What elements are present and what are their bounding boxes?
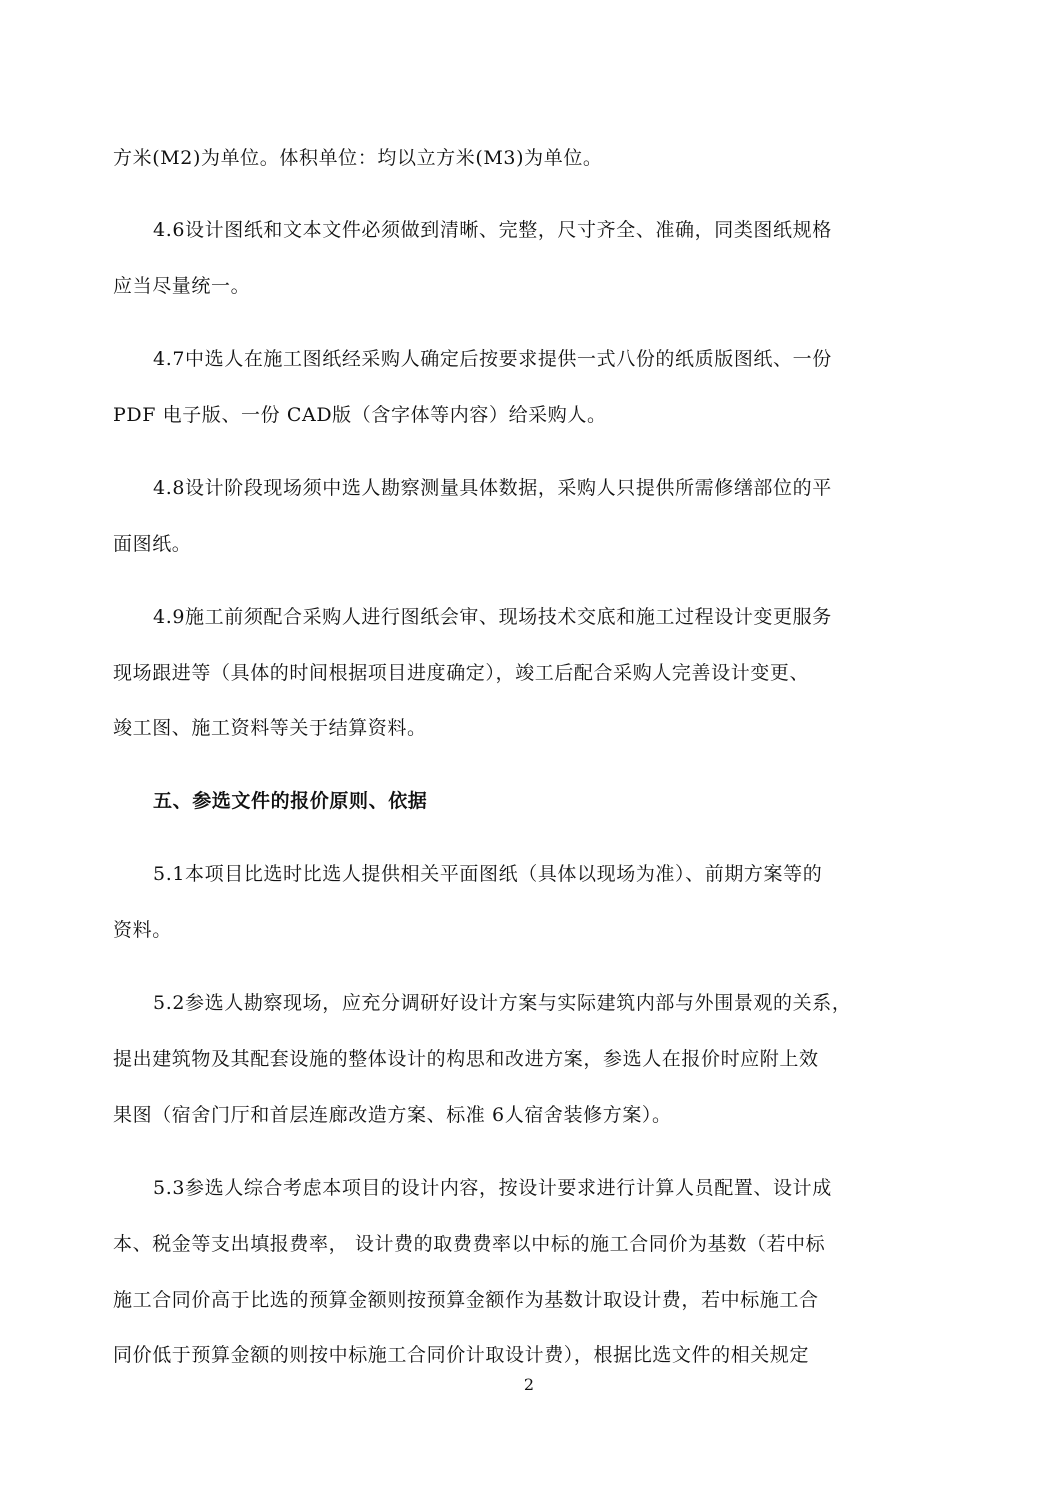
clause-4-7-line-2: PDF 电子版、一份 CAD版（含字体等内容）给采购人。 — [113, 404, 607, 426]
clause-4-9-line-1: 4.9施工前须配合采购人进行图纸会审、现场技术交底和施工过程设计变更服务 — [153, 606, 832, 628]
clause-4-6-line-1: 4.6设计图纸和文本文件必须做到清晰、完整，尺寸齐全、准确，同类图纸规格 — [153, 219, 832, 241]
text-line-units: 方米(M2)为单位。体积单位：均以立方米(M3)为单位。 — [113, 147, 603, 169]
clause-5-1-line-1: 5.1本项目比选时比选人提供相关平面图纸（具体以现场为准）、前期方案等的 — [153, 863, 823, 885]
clause-5-2-line-2: 提出建筑物及其配套设施的整体设计的构思和改进方案，参选人在报价时应附上效 — [113, 1048, 819, 1070]
clause-5-3-line-2: 本、税金等支出填报费率， 设计费的取费费率以中标的施工合同价为基数（若中标 — [113, 1233, 826, 1255]
clause-5-1-line-2: 资料。 — [113, 919, 172, 941]
section-5-heading: 五、参选文件的报价原则、依据 — [153, 790, 428, 812]
clause-5-3-line-3: 施工合同价高于比选的预算金额则按预算金额作为基数计取设计费，若中标施工合 — [113, 1289, 819, 1311]
clause-4-8-line-1: 4.8设计阶段现场须中选人勘察测量具体数据，采购人只提供所需修缮部位的平 — [153, 477, 832, 499]
clause-4-9-line-3: 竣工图、施工资料等关于结算资料。 — [113, 717, 427, 739]
clause-4-9-line-2: 现场跟进等（具体的时间根据项目进度确定），竣工后配合采购人完善设计变更、 — [113, 662, 810, 684]
clause-5-3-line-1: 5.3参选人综合考虑本项目的设计内容，按设计要求进行计算人员配置、设计成 — [153, 1177, 832, 1199]
clause-5-3-line-4: 同价低于预算金额的则按中标施工合同价计取设计费），根据比选文件的相关规定 — [113, 1344, 810, 1366]
clause-4-8-line-2: 面图纸。 — [113, 533, 192, 555]
clause-5-2-line-3: 果图（宿舍门厅和首层连廊改造方案、标准 6人宿舍装修方案）。 — [113, 1104, 672, 1126]
clause-4-7-line-1: 4.7中选人在施工图纸经采购人确定后按要求提供一式八份的纸质版图纸、一份 — [153, 348, 832, 370]
clause-5-2-line-1: 5.2参选人勘察现场，应充分调研好设计方案与实际建筑内部与外围景观的关系， — [153, 992, 852, 1014]
page-number: 2 — [523, 1375, 535, 1394]
clause-4-6-line-2: 应当尽量统一。 — [113, 275, 251, 297]
